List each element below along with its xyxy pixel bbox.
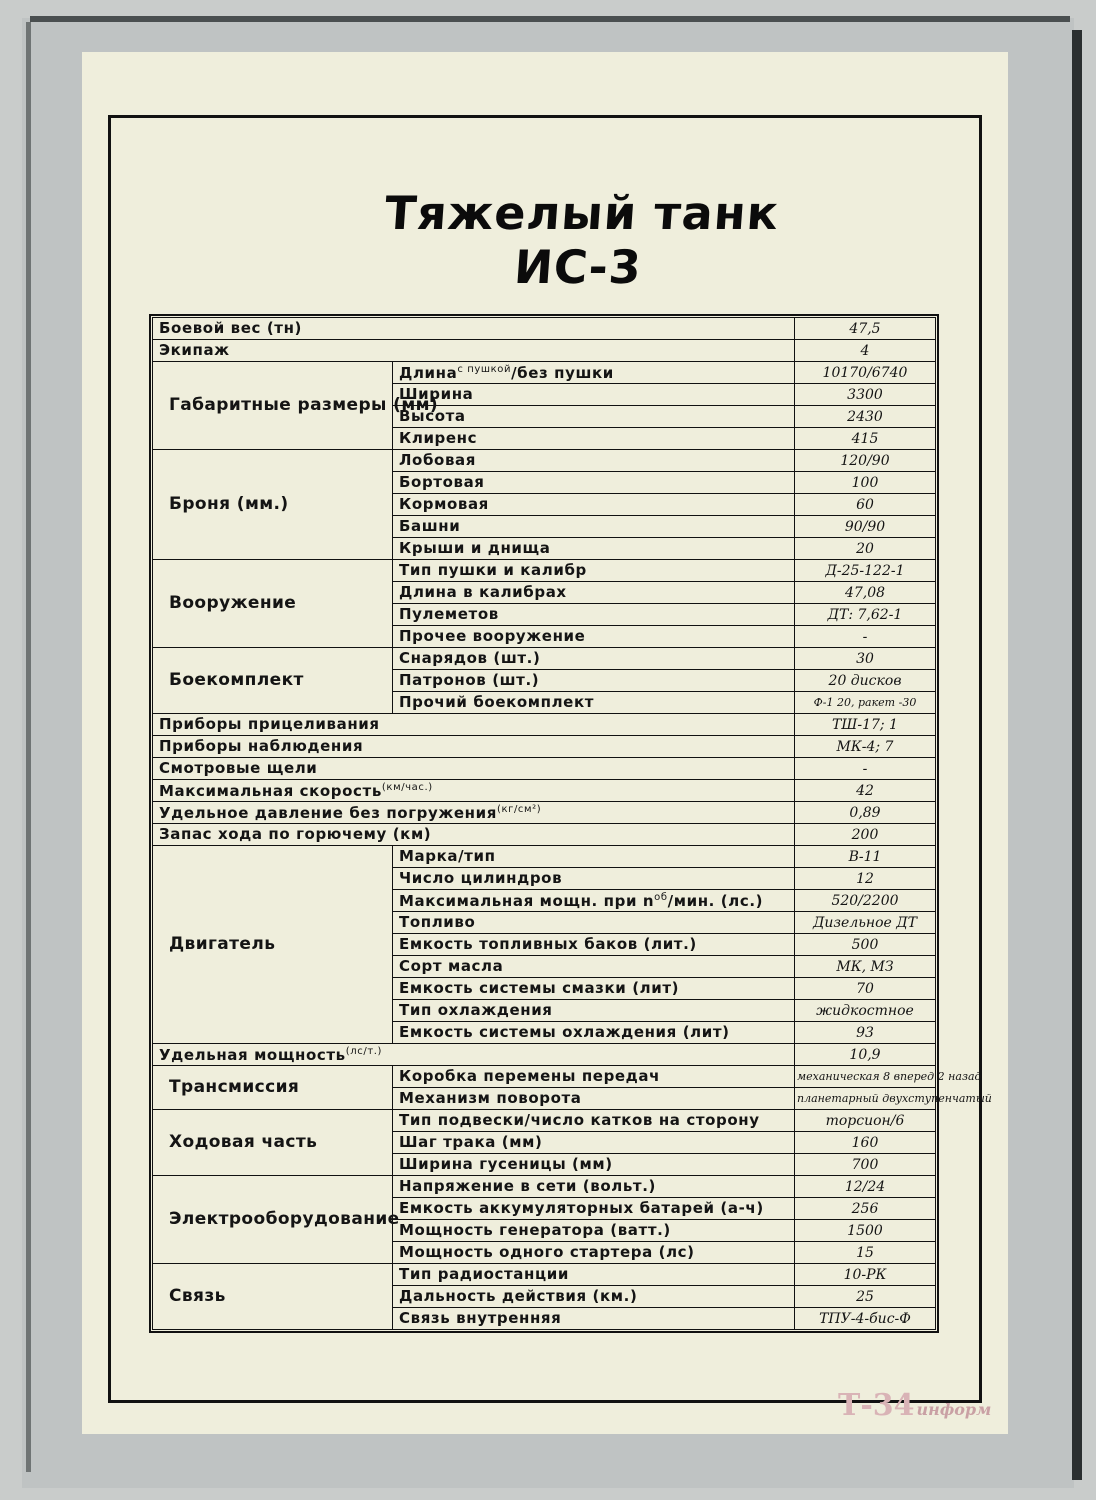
row-label-text: Связь внутренняя	[399, 1309, 562, 1327]
table-row	[153, 560, 936, 582]
row-value: 120/90	[795, 450, 936, 472]
row-value: 520/2200	[795, 890, 936, 912]
row-label-text: Длина в калибрах	[399, 583, 567, 601]
row-label-text: Смотровые щели	[159, 759, 318, 777]
group-label: Броня (мм.)	[153, 450, 393, 560]
row-label	[393, 1286, 795, 1308]
row-value: МК, МЗ	[795, 956, 936, 978]
row-label	[393, 1154, 795, 1176]
row-label	[393, 868, 795, 890]
table-row	[153, 736, 936, 758]
group-label: Ходовая часть	[153, 1110, 393, 1176]
specification-table	[152, 317, 992, 1330]
table-row	[153, 824, 936, 846]
row-label	[393, 934, 795, 956]
row-label-text: Емкость системы смазки (лит)	[399, 979, 680, 997]
row-label	[393, 912, 795, 934]
group-label: Трансмиссия	[153, 1066, 393, 1110]
row-label-text: Приборы прицеливания	[159, 715, 380, 733]
row-label	[393, 450, 795, 472]
row-label	[393, 890, 795, 912]
table-row	[153, 1110, 936, 1132]
row-label	[393, 1198, 795, 1220]
row-label-text: Клиренс	[399, 429, 478, 447]
row-label-text: Экипаж	[159, 341, 230, 359]
specification-table-body	[153, 318, 992, 1330]
row-label-text: Пулеметов	[399, 605, 499, 623]
row-label-text: Максимальная мощн. при n	[399, 891, 655, 910]
row-value: Ф-1 20, ракет -30	[795, 692, 936, 714]
row-label	[393, 560, 795, 582]
row-label-text: Удельная мощность	[159, 1045, 346, 1064]
row-value: МК-4; 7	[795, 736, 936, 758]
table-row	[153, 1044, 936, 1066]
group-label: Боекомплект	[153, 648, 393, 714]
row-value: 20	[795, 538, 936, 560]
watermark-logo	[838, 1388, 991, 1423]
row-label-text: Башни	[399, 517, 461, 535]
group-label: Двигатель	[153, 846, 393, 1044]
row-label	[393, 956, 795, 978]
table-row	[153, 1176, 936, 1198]
row-value: 25	[795, 1286, 936, 1308]
row-label-text: Бортовая	[399, 473, 485, 491]
row-value: механическая 8 вперед 2 назад	[795, 1066, 936, 1088]
row-label-text: Максимальная скорость	[159, 781, 382, 800]
row-label-text: Боевой вес (тн)	[159, 319, 302, 337]
row-value: 4	[795, 340, 936, 362]
row-label	[393, 1088, 795, 1110]
row-label-text: Емкость аккумуляторных батарей (а-ч)	[399, 1199, 764, 1217]
row-value: 90/90	[795, 516, 936, 538]
row-value: 0,89	[795, 802, 936, 824]
row-label-superscript: с пушкой	[457, 363, 512, 375]
row-value: 10170/6740	[795, 362, 936, 384]
row-label-text: Кормовая	[399, 495, 489, 513]
row-label	[393, 1264, 795, 1286]
mount-left-edge	[26, 22, 31, 1472]
row-value: Дизельное ДТ	[795, 912, 936, 934]
row-value: 100	[795, 472, 936, 494]
row-label-text: Приборы наблюдения	[159, 737, 364, 755]
row-value: 10-РК	[795, 1264, 936, 1286]
row-label	[153, 714, 795, 736]
row-value: 42	[795, 780, 936, 802]
row-label	[153, 780, 795, 802]
row-label	[393, 1132, 795, 1154]
watermark-main: Т-34	[838, 1388, 915, 1423]
group-label: Вооружение	[153, 560, 393, 648]
row-label	[153, 736, 795, 758]
row-value: 15	[795, 1242, 936, 1264]
row-value: ТПУ-4-бис-Ф	[795, 1308, 936, 1330]
mount-top-edge	[30, 16, 1070, 22]
row-label	[393, 1066, 795, 1088]
row-value: Д-25-122-1	[795, 560, 936, 582]
row-value: -	[795, 626, 936, 648]
row-label-text: Емкость системы охлаждения (лит)	[399, 1023, 730, 1041]
group-label: Габаритные размеры (мм)	[153, 362, 393, 450]
row-label-text: Сорт масла	[399, 957, 504, 975]
row-label	[393, 384, 795, 406]
row-value: -	[795, 758, 936, 780]
document-title: Тяжелый танк ИС-3	[382, 186, 781, 294]
row-label	[393, 428, 795, 450]
table-row	[153, 780, 936, 802]
row-label-text: Число цилиндров	[399, 869, 563, 887]
table-row	[153, 846, 936, 868]
row-label-text: Запас хода по горючему (км)	[159, 825, 432, 843]
row-label-text: Крыши и днища	[399, 539, 551, 557]
row-label	[393, 362, 795, 384]
row-label	[393, 1176, 795, 1198]
row-label-suffix: /мин. (лс.)	[667, 891, 764, 910]
row-label-text: Напряжение в сети (вольт.)	[399, 1177, 656, 1195]
row-label	[393, 626, 795, 648]
row-value: 10,9	[795, 1044, 936, 1066]
row-value: 1500	[795, 1220, 936, 1242]
row-label	[393, 1308, 795, 1330]
row-value: 2430	[795, 406, 936, 428]
row-label-text: Тип радиостанции	[399, 1265, 569, 1283]
table-row	[153, 450, 936, 472]
row-value: 256	[795, 1198, 936, 1220]
row-label	[153, 340, 795, 362]
row-value: 30	[795, 648, 936, 670]
row-label-superscript: (лс/т.)	[345, 1045, 383, 1057]
row-value: 500	[795, 934, 936, 956]
table-row	[153, 714, 936, 736]
row-value: 12/24	[795, 1176, 936, 1198]
row-value: 160	[795, 1132, 936, 1154]
row-label-text: Коробка перемены передач	[399, 1067, 661, 1085]
row-value: торсион/6	[795, 1110, 936, 1132]
row-value: ДТ: 7,62-1	[795, 604, 936, 626]
row-label	[393, 692, 795, 714]
row-label	[153, 1044, 795, 1066]
row-value: 12	[795, 868, 936, 890]
row-label	[153, 824, 795, 846]
row-label-text: Удельное давление без погружения	[159, 803, 497, 822]
row-label-text: Марка/тип	[399, 847, 496, 865]
row-label-superscript: (кг/см²)	[496, 803, 542, 815]
row-label-text: Прочий боекомплект	[399, 693, 595, 711]
row-value: 47,08	[795, 582, 936, 604]
row-label-text: Ширина	[399, 385, 474, 403]
row-value: 200	[795, 824, 936, 846]
row-value: 93	[795, 1022, 936, 1044]
row-label	[393, 1022, 795, 1044]
row-label	[393, 846, 795, 868]
row-value: 47,5	[795, 318, 936, 340]
table-row	[153, 648, 936, 670]
row-label	[153, 802, 795, 824]
row-value: 70	[795, 978, 936, 1000]
row-label-text: Снарядов (шт.)	[399, 649, 541, 667]
row-label-text: Высота	[399, 407, 466, 425]
row-value: 415	[795, 428, 936, 450]
row-value: ТШ-17; 1	[795, 714, 936, 736]
row-label	[393, 1110, 795, 1132]
row-label-text: Тип подвески/число катков на сторону	[399, 1111, 760, 1129]
row-label-text: Емкость топливных баков (лит.)	[399, 935, 697, 953]
row-label	[393, 516, 795, 538]
row-label-text: Длина	[399, 363, 458, 382]
group-label: Электрооборудование	[153, 1176, 393, 1264]
mount-right-edge	[1072, 30, 1082, 1480]
row-label-text: Патронов (шт.)	[399, 671, 540, 689]
table-row	[153, 1066, 936, 1088]
row-value: планетарный двухступенчатый	[795, 1088, 936, 1110]
row-label-superscript: об	[654, 891, 668, 903]
row-value: жидкостное	[795, 1000, 936, 1022]
row-label-text: Мощность одного стартера (лс)	[399, 1243, 695, 1261]
row-value: В-11	[795, 846, 936, 868]
row-label	[393, 1242, 795, 1264]
row-label-text: Мощность генератора (ватт.)	[399, 1221, 671, 1239]
table-row	[153, 802, 936, 824]
row-label-text: Шаг трака (мм)	[399, 1133, 543, 1151]
table-row	[153, 340, 936, 362]
table-row	[153, 362, 936, 384]
row-value: 700	[795, 1154, 936, 1176]
row-label	[393, 582, 795, 604]
row-label	[393, 494, 795, 516]
row-value: 20 дисков	[795, 670, 936, 692]
row-label-text: Тип охлаждения	[399, 1001, 553, 1019]
row-label	[393, 1000, 795, 1022]
table-row	[153, 1264, 936, 1286]
row-value: 3300	[795, 384, 936, 406]
row-label-text: Топливо	[399, 913, 476, 931]
row-label	[393, 1220, 795, 1242]
row-label	[393, 538, 795, 560]
row-label-text: Прочее вооружение	[399, 627, 586, 645]
group-label: Связь	[153, 1264, 393, 1330]
row-label	[393, 472, 795, 494]
table-row	[153, 758, 936, 780]
row-label-text: Лобовая	[399, 451, 476, 469]
row-label	[153, 318, 795, 340]
row-label	[393, 978, 795, 1000]
row-label-text: Тип пушки и калибр	[399, 561, 587, 579]
table-row	[153, 318, 936, 340]
watermark-sub: информ	[916, 1400, 992, 1419]
row-label	[393, 670, 795, 692]
row-label-text: Механизм поворота	[399, 1089, 582, 1107]
row-label	[393, 604, 795, 626]
row-label-suffix: /без пушки	[511, 363, 614, 382]
row-label	[153, 758, 795, 780]
row-label-text: Дальность действия (км.)	[399, 1287, 638, 1305]
row-value: 60	[795, 494, 936, 516]
row-label-text: Ширина гусеницы (мм)	[399, 1155, 613, 1173]
row-label-superscript: (км/час.)	[381, 781, 433, 793]
row-label	[393, 406, 795, 428]
row-label	[393, 648, 795, 670]
